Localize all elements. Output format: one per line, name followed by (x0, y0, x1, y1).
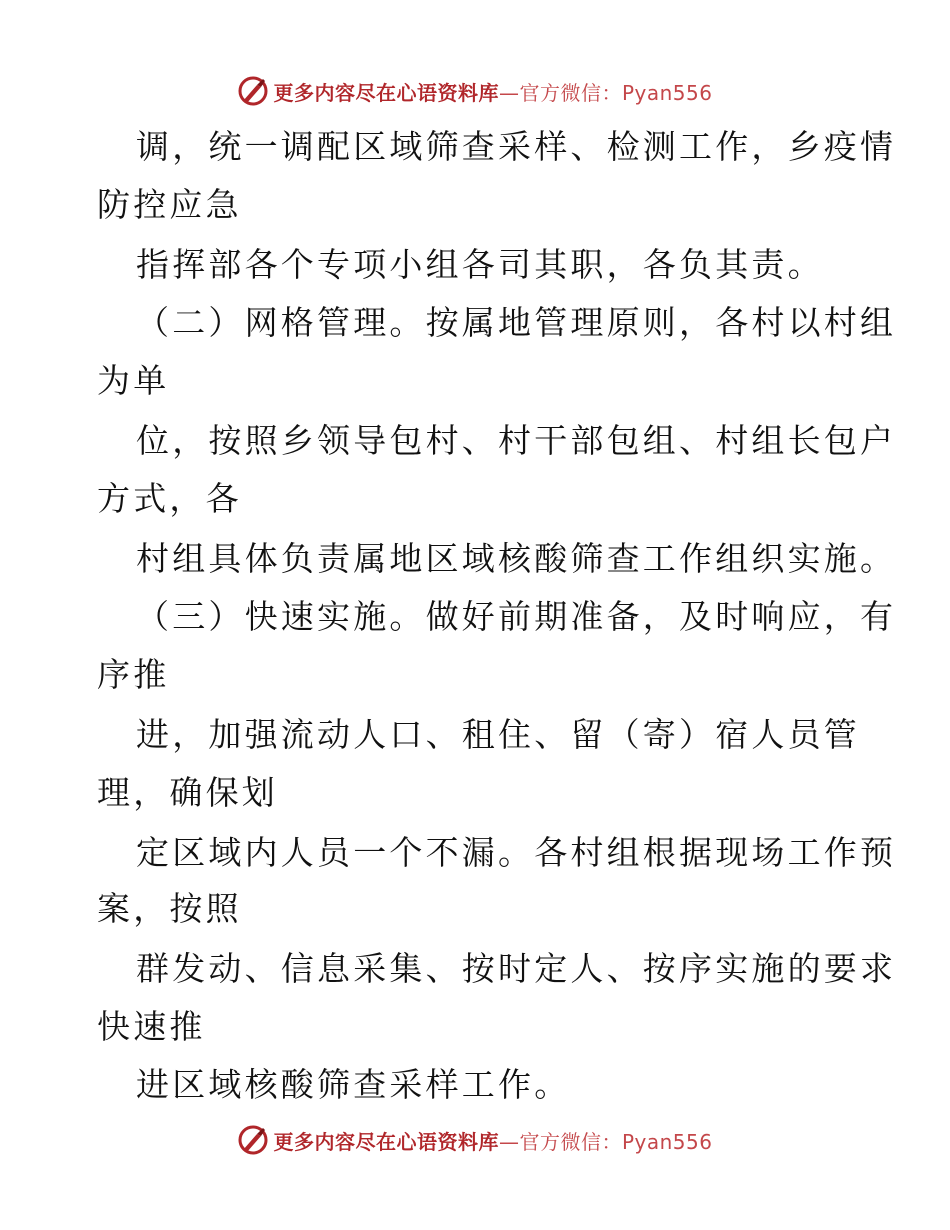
watermark-footer (0, 1120, 950, 1160)
text-line: 进，加强流动人口、租住、留（寄）宿人员管 (136, 715, 860, 754)
text-line: 方式，各 (97, 479, 242, 518)
watermark-suffix: 官方微信：Pyan556 (519, 1129, 713, 1154)
text-line: 村组具体负责属地区域核酸筛查工作组织实施。 (136, 539, 897, 578)
text-line: 指挥部各个专项小组各司其职，各负其责。 (136, 245, 824, 284)
pen-logo-icon (237, 1124, 269, 1156)
text-line: 理，确保划 (97, 773, 278, 812)
watermark-text (273, 1126, 712, 1155)
text-line: 进区域核酸筛查采样工作。 (136, 1065, 571, 1104)
watermark-header (0, 71, 950, 111)
text-line: 群发动、信息采集、按时定人、按序实施的要求 (136, 949, 897, 988)
text-line: 为单 (97, 361, 170, 400)
watermark-separator: — (498, 80, 520, 105)
text-line: 案，按照 (97, 889, 242, 928)
text-line: 定区域内人员一个不漏。各村组根据现场工作预 (136, 833, 897, 872)
pen-logo-icon (237, 75, 269, 107)
watermark-text (273, 77, 712, 106)
watermark-main: 更多内容尽在心语资料库 (273, 80, 499, 105)
text-line: 序推 (97, 655, 170, 694)
watermark-separator: — (498, 1129, 520, 1154)
text-line: 防控应急 (97, 185, 242, 224)
text-line: 位，按照乡领导包村、村干部包组、村组长包户 (136, 421, 897, 460)
text-line: （二）网格管理。按属地管理原则，各村以村组 (136, 303, 897, 342)
text-line: 调，统一调配区域筛查采样、检测工作，乡疫情 (136, 127, 897, 166)
text-line: 快速推 (97, 1007, 206, 1046)
watermark-suffix: 官方微信：Pyan556 (519, 80, 713, 105)
watermark-main: 更多内容尽在心语资料库 (273, 1129, 499, 1154)
text-line: （三）快速实施。做好前期准备，及时响应，有 (136, 597, 897, 636)
